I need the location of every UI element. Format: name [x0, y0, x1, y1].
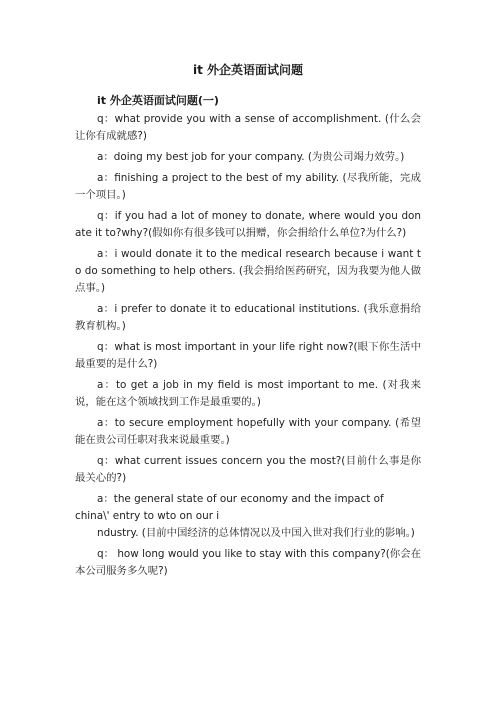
qa-paragraph: a：to secure employment hopefully with your company. (希望能在贵公司任职对我来说最重要。) — [75, 417, 421, 447]
qa-paragraph: q：what current issues concern you the most?(目前什么事是你最关心的?) — [75, 455, 421, 485]
split-paragraph — [75, 491, 421, 543]
qa-paragraph: a：i prefer to donate it to educational institutions. (我乐意捐给教育机构。) — [75, 303, 421, 333]
qa-paragraph: a：finishing a project to the best of my ability. (尽我所能，完成一个项目。) — [75, 171, 421, 201]
qa-paragraph: a：doing my best job for your company. (为贵公司竭力效劳。) — [97, 151, 405, 163]
qa-paragraph: q： how long would you like to stay with this company?(你会在本公司服务多久呢?) — [75, 548, 421, 578]
qa-paragraph: a：to get a job in my field is most important to me. (对我来说，能在这个领域找到工作是最重要的。) — [75, 379, 421, 409]
qa-paragraph: a：i would donate it to the medical research because i want to do something to help others. (我会捐给医药研究，因为我要为他人做点事。) — [75, 247, 421, 295]
document-title: it 外企英语面试问题 — [192, 63, 304, 77]
split-paragraph-line-2: ndustry. (目前中国经济的总体情况以及中国入世对我们行业的影响。) — [97, 527, 415, 540]
section-title: it 外企英语面试问题(一) — [97, 94, 219, 107]
qa-paragraph: q：what is most important in your life right now?(眼下你生活中最重要的是什么?) — [75, 341, 421, 371]
qa-paragraph: q：what provide you with a sense of accomplishment. (什么会让你有成就感?) — [75, 113, 421, 143]
split-paragraph-line-1: a：the general state of our economy and the impact of china\' entry to wto on our i — [75, 493, 384, 523]
qa-paragraph: q：if you had a lot of money to donate, where would you donate it to?why?(假如你有很多钱可以捐赠，你会捐给什么单位?为什么?) — [75, 209, 421, 239]
qa-list — [75, 111, 421, 581]
